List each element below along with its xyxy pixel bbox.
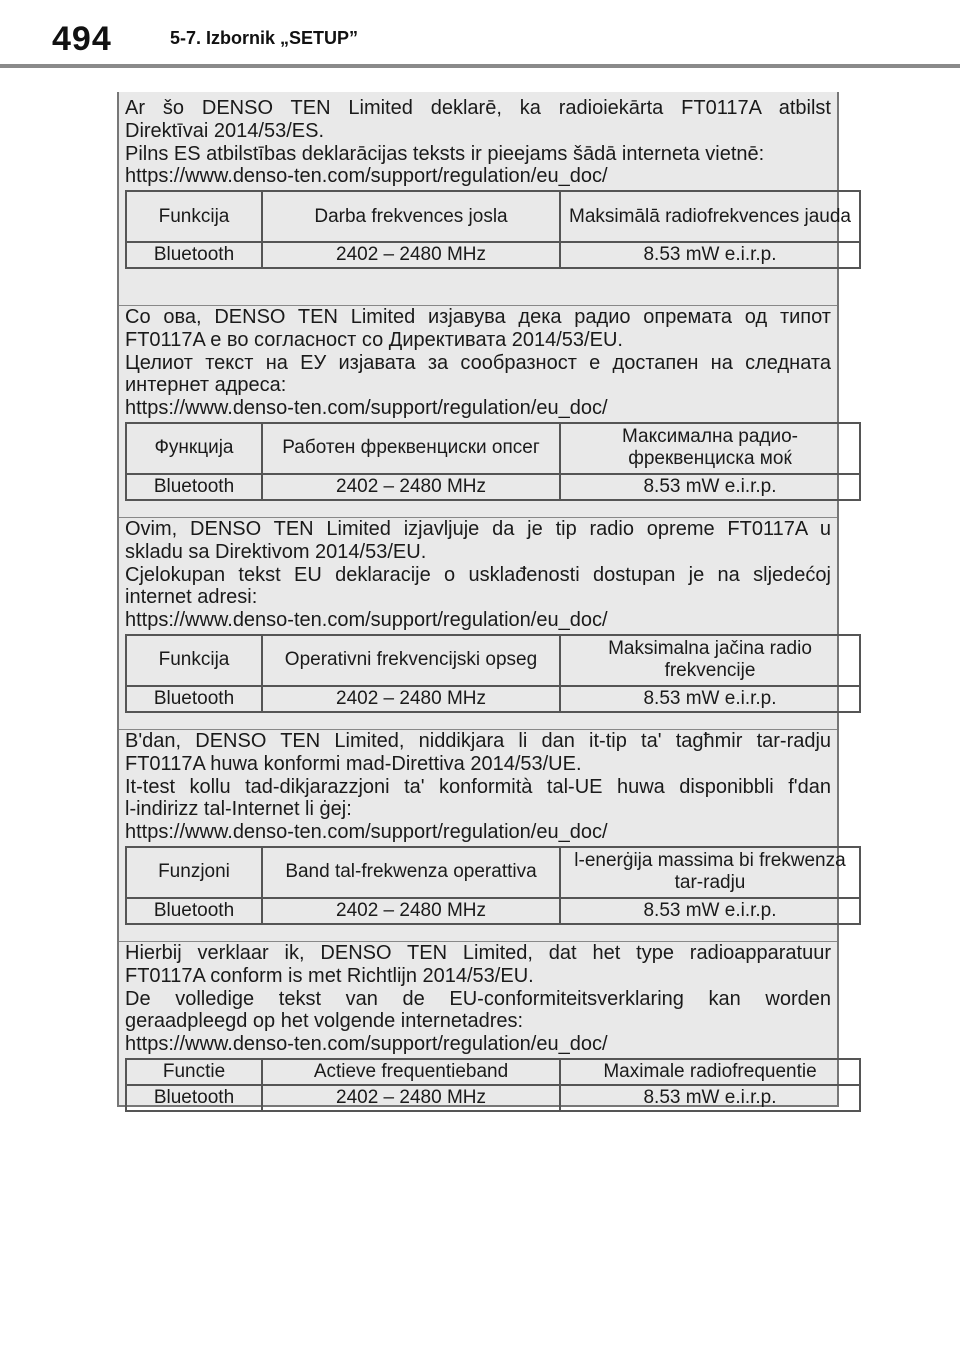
text-line: It-test kollu tad-dikjarazzjoni ta' konformità tal-UE huwa disponibbli f'dan (125, 775, 831, 798)
text-line: Cjelokupan tekst EU deklaracije o usklađenosti dostupan je na sljedećoj (125, 563, 831, 586)
table-header-row (126, 635, 860, 686)
text-line: l-indirizz tal-Internet li ġej: (125, 798, 352, 821)
declaration-text (125, 942, 831, 1056)
page-header (0, 0, 960, 70)
page-number: 494 (52, 20, 112, 58)
table-cell: 8.53 mW e.i.r.p. (560, 1085, 860, 1111)
table-header-cell: Operativni frekvencijski opseg (262, 635, 560, 686)
table-header-cell: Работен фреквенциски опсег (262, 423, 560, 474)
table-header-cell: Funkcija (126, 635, 262, 686)
spec-table (125, 190, 861, 269)
text-line: internet adresi: (125, 586, 258, 609)
table-header-cell: Maksimalna jačina radio frekvencije (560, 635, 860, 686)
url-line: https://www.denso-ten.com/support/regulation/eu_doc/ (125, 609, 608, 632)
table-cell: 2402 – 2480 MHz (262, 474, 560, 500)
table-row (126, 474, 860, 500)
declaration-block-dutch (119, 941, 837, 1107)
declaration-block-maltese (119, 729, 846, 941)
declaration-text (125, 92, 831, 188)
text-line: geraadpleegd op het volgende internetadres: (125, 1010, 524, 1033)
table-cell: 2402 – 2480 MHz (262, 1085, 560, 1111)
url-line: https://www.denso-ten.com/support/regulation/eu_doc/ (125, 397, 608, 420)
text-line: Целиот текст на ЕУ изјавата за сообразност е достапен на следната (125, 351, 831, 374)
section-title: 5-7. Izbornik „SETUP” (170, 28, 359, 48)
table-header-row (126, 1059, 860, 1085)
table-cell: Bluetooth (126, 686, 262, 712)
text-line: FT0117A huwa konformi mad-Direttiva 2014/53/UE. (125, 752, 582, 775)
table-cell: 2402 – 2480 MHz (262, 686, 560, 712)
text-line: Pilns ES atbilstības deklarācijas teksts ir pieejams šādā interneta vietnē: (125, 142, 765, 165)
table-cell: Bluetooth (126, 474, 262, 500)
text-line: FT0117A е во согласност со Директивата 2014/53/EU. (125, 328, 623, 351)
table-cell: 8.53 mW e.i.r.p. (560, 686, 860, 712)
table-header-cell: Funzjoni (126, 847, 262, 898)
table-row (126, 898, 860, 924)
table-row (126, 686, 860, 712)
table-cell: Bluetooth (126, 898, 262, 924)
declaration-scan (117, 92, 851, 1108)
declaration-text (125, 306, 831, 420)
table-header-cell: Максимална радио-фреквенциска моќ (560, 423, 860, 474)
table-cell: 8.53 mW e.i.r.p. (560, 898, 860, 924)
text-line: skladu sa Direktivom 2014/53/EU. (125, 540, 427, 563)
table-header-cell: Maximale radiofrequentie (560, 1059, 860, 1085)
spec-table (125, 422, 861, 501)
header-divider (0, 64, 960, 68)
declaration-text (125, 518, 831, 632)
text-line: B'dan, DENSO TEN Limited, niddikjara li dan it-tip ta' tagħmir tar-radju (125, 730, 832, 752)
text-line: Ar šo DENSO TEN Limited deklarē, ka radioiekārta FT0117A atbilst (125, 97, 831, 119)
text-line: интернет адреса: (125, 374, 287, 397)
table-cell: 2402 – 2480 MHz (262, 242, 560, 268)
table-header-cell: Funkcija (126, 191, 262, 242)
table-header-cell: Функција (126, 423, 262, 474)
url-line: https://www.denso-ten.com/support/regulation/eu_doc/ (125, 1033, 608, 1056)
table-header-cell: l-enerġija massima bi frekwenza tar-radju (560, 847, 860, 898)
declaration-text (125, 730, 831, 844)
table-header-cell: Actieve frequentieband (262, 1059, 560, 1085)
spec-table (125, 846, 861, 925)
url-line: https://www.denso-ten.com/support/regulation/eu_doc/ (125, 165, 608, 188)
table-cell: Bluetooth (126, 242, 262, 268)
spec-table (125, 1058, 861, 1112)
table-header-cell: Functie (126, 1059, 262, 1085)
table-row (126, 1085, 860, 1111)
text-line: Hierbij verklaar ik, DENSO TEN Limited, dat het type radioapparatuur (125, 942, 832, 964)
text-line: Ovim, DENSO TEN Limited izjavljuje da je tip radio opreme FT0117A u (125, 518, 832, 540)
table-header-cell: Darba frekvences josla (262, 191, 560, 242)
table-header-row (126, 191, 860, 242)
table-cell: 2402 – 2480 MHz (262, 898, 560, 924)
table-header-row (126, 423, 860, 474)
text-line: Со ова, DENSO TEN Limited изјавува дека радио опремата од типот (125, 306, 831, 328)
table-header-row (126, 847, 860, 898)
table-cell: 8.53 mW e.i.r.p. (560, 242, 860, 268)
table-header-cell: Band tal-frekwenza operattiva (262, 847, 560, 898)
table-cell: Bluetooth (126, 1085, 262, 1111)
text-line: De volledige tekst van de EU-conformiteitsverklaring kan worden (125, 987, 831, 1010)
url-line: https://www.denso-ten.com/support/regulation/eu_doc/ (125, 821, 608, 844)
table-row (126, 242, 860, 268)
text-line: Direktīvai 2014/53/ES. (125, 119, 324, 142)
spec-table (125, 634, 861, 713)
declaration-block-latvian (119, 92, 851, 305)
table-header-cell: Maksimālā radiofrekvences jauda (560, 191, 860, 242)
declaration-block-croatian (119, 517, 837, 729)
table-cell: 8.53 mW e.i.r.p. (560, 474, 860, 500)
declaration-block-macedonian (119, 305, 837, 517)
text-line: FT0117A conform is met Richtlijn 2014/53/EU. (125, 964, 534, 987)
